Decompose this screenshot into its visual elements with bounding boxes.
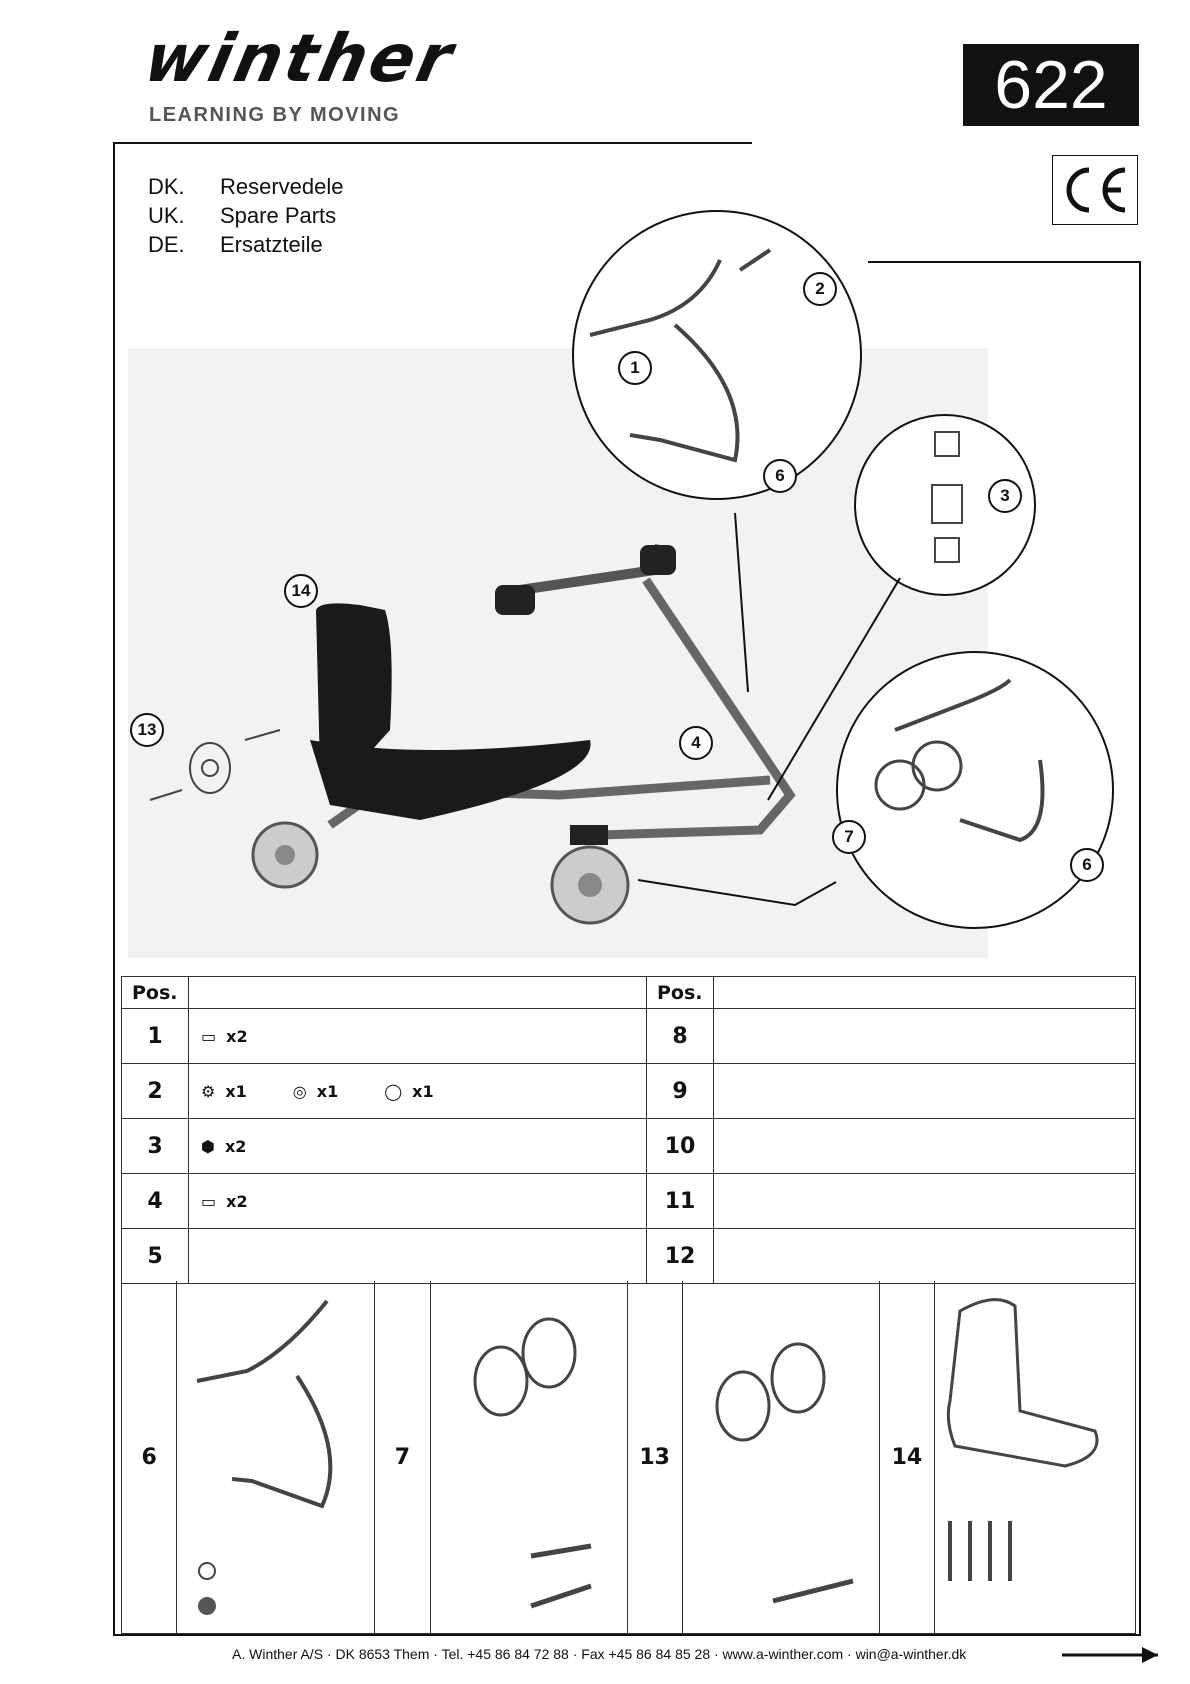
brand-logo: winther	[137, 20, 462, 97]
part-qty: x2	[226, 1026, 248, 1046]
pos-number: 2	[122, 1064, 189, 1119]
pos-number: 7	[375, 1281, 430, 1633]
foot-peg-icon: ▭	[201, 1191, 217, 1211]
language-label: Reservedele	[220, 174, 344, 199]
callout-1: 1	[618, 351, 652, 385]
language-code: UK.	[148, 203, 185, 228]
callout-14: 14	[284, 574, 318, 608]
part-7-illustration	[431, 1281, 628, 1633]
pos-number: 12	[647, 1229, 714, 1284]
callout-2: 2	[803, 272, 837, 306]
part-6-illustration	[177, 1281, 375, 1633]
large-parts-row	[121, 1281, 1136, 1634]
language-label: Spare Parts	[220, 203, 337, 228]
callout-3: 3	[988, 479, 1022, 513]
part-qty: x2	[224, 1136, 247, 1156]
part-13-illustration	[683, 1281, 880, 1633]
callout-7: 7	[832, 820, 866, 854]
language-code: DE.	[148, 232, 185, 257]
pos-number: 1	[122, 1009, 189, 1064]
part-qty: x1	[225, 1081, 247, 1101]
handle-grip-icon: ▭	[201, 1026, 217, 1046]
pos-number: 8	[647, 1009, 714, 1064]
pos-header: Pos.	[122, 977, 189, 1009]
part-qty: x1	[316, 1081, 339, 1101]
pos-number: 9	[647, 1064, 714, 1119]
part-qty: x1	[412, 1081, 434, 1101]
screw-icon: ⚙	[201, 1081, 216, 1101]
table-row	[122, 1064, 1136, 1119]
pos-number: 3	[122, 1119, 189, 1174]
part-qty: x2	[226, 1191, 248, 1211]
language-label: Ersatzteile	[220, 232, 323, 257]
table-row	[122, 1119, 1136, 1174]
table-row	[122, 1009, 1136, 1064]
pos-header: Pos.	[647, 977, 714, 1009]
callout-4: 4	[679, 726, 713, 760]
large-washer-icon: ◯	[384, 1081, 403, 1101]
pos-number: 6	[122, 1281, 177, 1633]
pos-number: 11	[647, 1174, 714, 1229]
callout-13: 13	[130, 713, 164, 747]
pos-number: 10	[647, 1119, 714, 1174]
detail-circle-wheels	[837, 652, 1113, 928]
part-14-illustration	[935, 1281, 1135, 1633]
parts-table	[121, 976, 1136, 1284]
callout-6: 6	[763, 459, 797, 493]
footer-contact: A. Winther A/S · DK 8653 Them · Tel. +45 86 84 72 88 · Fax +45 86 84 85 28 · www.a-winther.com · win@a-winther.dk	[232, 1646, 967, 1662]
bearing-icon: ⬢	[201, 1136, 215, 1156]
pos-number: 4	[122, 1174, 189, 1229]
table-row	[122, 1229, 1136, 1284]
brand-tagline: LEARNING BY MOVING	[149, 104, 401, 126]
pos-number: 5	[122, 1229, 189, 1284]
table-row	[122, 1174, 1136, 1229]
model-number: 622	[963, 44, 1139, 126]
pos-number: 13	[628, 1281, 683, 1633]
pos-number: 14	[880, 1281, 935, 1633]
callout-6b: 6	[1070, 848, 1104, 882]
small-washer-icon: ◎	[292, 1081, 307, 1101]
language-code: DK.	[148, 174, 185, 199]
